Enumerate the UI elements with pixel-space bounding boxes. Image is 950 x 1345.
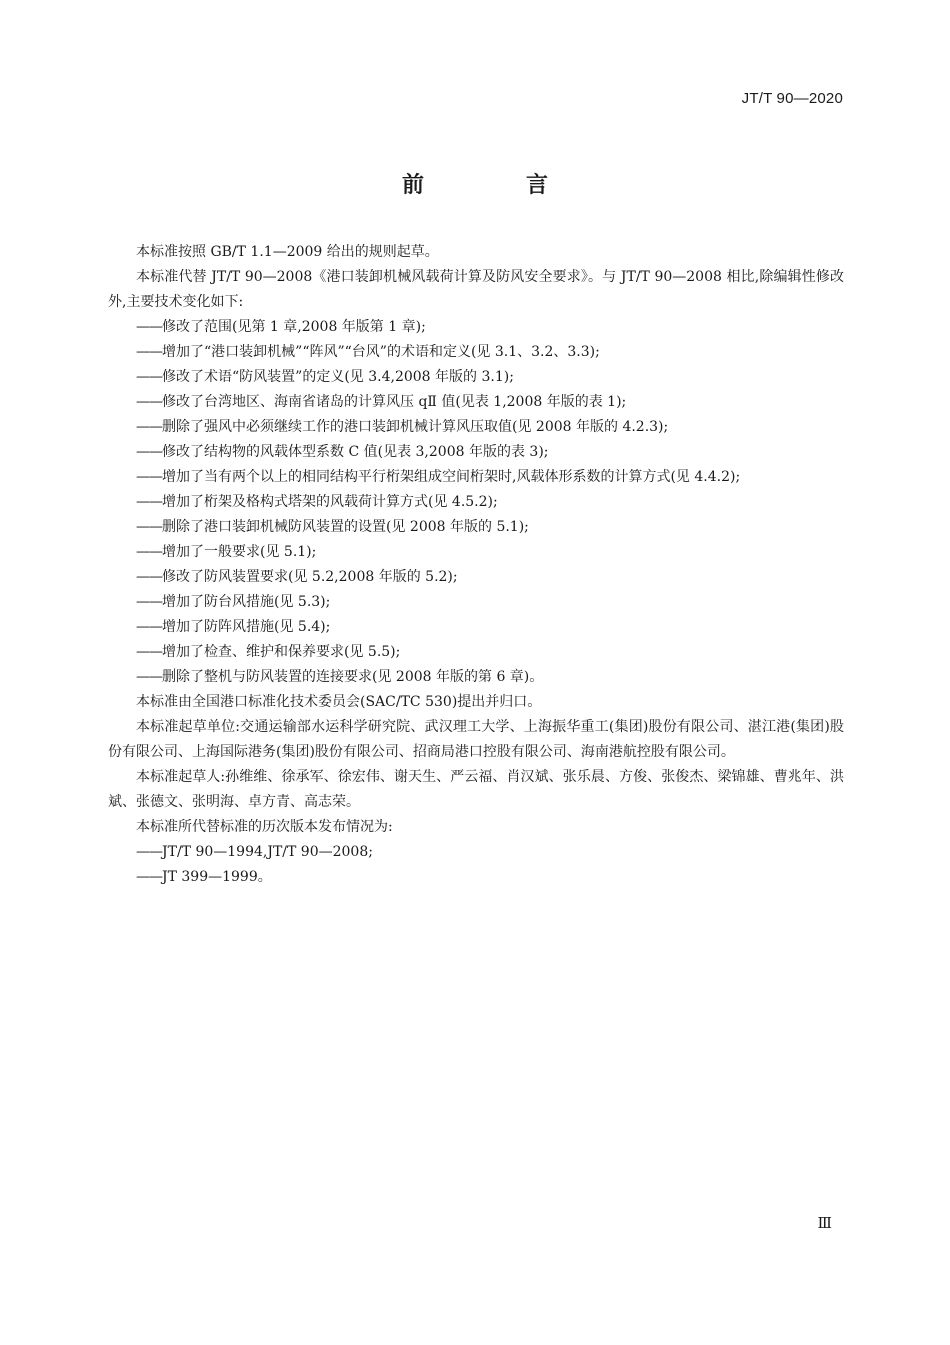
- drafters-paragraph: 本标准起草人:孙维维、徐承军、徐宏伟、谢天生、严云福、肖汉斌、张乐晨、方俊、张俊杰、梁锦雄、曹兆年、洪斌、张德文、张明海、卓方青、高志荣。: [108, 769, 844, 810]
- page-number: Ⅲ: [817, 1214, 832, 1232]
- change-item: ——修改了防风装置要求(见 5.2,2008 年版的 5.2);: [136, 569, 458, 585]
- foreword-body: [108, 240, 844, 890]
- change-item: ——删除了强风中必须继续工作的港口装卸机械计算风压取值(见 2008 年版的 4.2.3);: [136, 419, 669, 435]
- history-intro-paragraph: 本标准所代替标准的历次版本发布情况为:: [136, 819, 393, 835]
- change-item: ——增加了检查、维护和保养要求(见 5.5);: [136, 644, 401, 660]
- change-item: ——增加了防台风措施(见 5.3);: [136, 594, 331, 610]
- change-item: ——增加了“港口装卸机械”“阵风”“台风”的术语和定义(见 3.1、3.2、3.3);: [136, 344, 600, 360]
- standard-code-header: JT/T 90—2020: [741, 90, 843, 107]
- change-item: ——修改了台湾地区、海南省诸岛的计算风压 qⅡ 值(见表 1,2008 年版的表 1);: [136, 394, 627, 410]
- drafting-units-paragraph: 本标准起草单位:交通运输部水运科学研究院、武汉理工大学、上海振华重工(集团)股份有限公司、湛江港(集团)股份有限公司、上海国际港务(集团)股份有限公司、招商局港口控股有限公司、海南港航控股有限公司。: [108, 719, 844, 760]
- change-item: ——增加了当有两个以上的相同结构平行桁架组成空间桁架时,风载体形系数的计算方式(见 4.4.2);: [136, 469, 741, 485]
- history-item: ——JT 399—1999。: [136, 869, 272, 885]
- change-item: ——删除了整机与防风装置的连接要求(见 2008 年版的第 6 章)。: [136, 669, 544, 685]
- change-item: ——修改了术语“防风装置”的定义(见 3.4,2008 年版的 3.1);: [136, 369, 514, 385]
- intro-paragraph: 本标准按照 GB/T 1.1—2009 给出的规则起草。: [136, 244, 439, 260]
- change-item: ——删除了港口装卸机械防风装置的设置(见 2008 年版的 5.1);: [136, 519, 529, 535]
- change-item: ——修改了范围(见第 1 章,2008 年版第 1 章);: [136, 319, 426, 335]
- change-item: ——增加了一般要求(见 5.1);: [136, 544, 317, 560]
- history-item: ——JT/T 90—1994,JT/T 90—2008;: [136, 844, 373, 860]
- intro-paragraph: 本标准代替 JT/T 90—2008《港口装卸机械风载荷计算及防风安全要求》。与 JT/T 90—2008 相比,除编辑性修改外,主要技术变化如下:: [108, 269, 844, 310]
- change-item: ——增加了桁架及格构式塔架的风载荷计算方式(见 4.5.2);: [136, 494, 498, 510]
- page-title: 前 言: [401, 173, 588, 198]
- change-item: ——修改了结构物的风载体型系数 C 值(见表 3,2008 年版的表 3);: [136, 444, 549, 460]
- outro-paragraph: 本标准由全国港口标准化技术委员会(SAC/TC 530)提出并归口。: [136, 694, 542, 710]
- change-item: ——增加了防阵风措施(见 5.4);: [136, 619, 331, 635]
